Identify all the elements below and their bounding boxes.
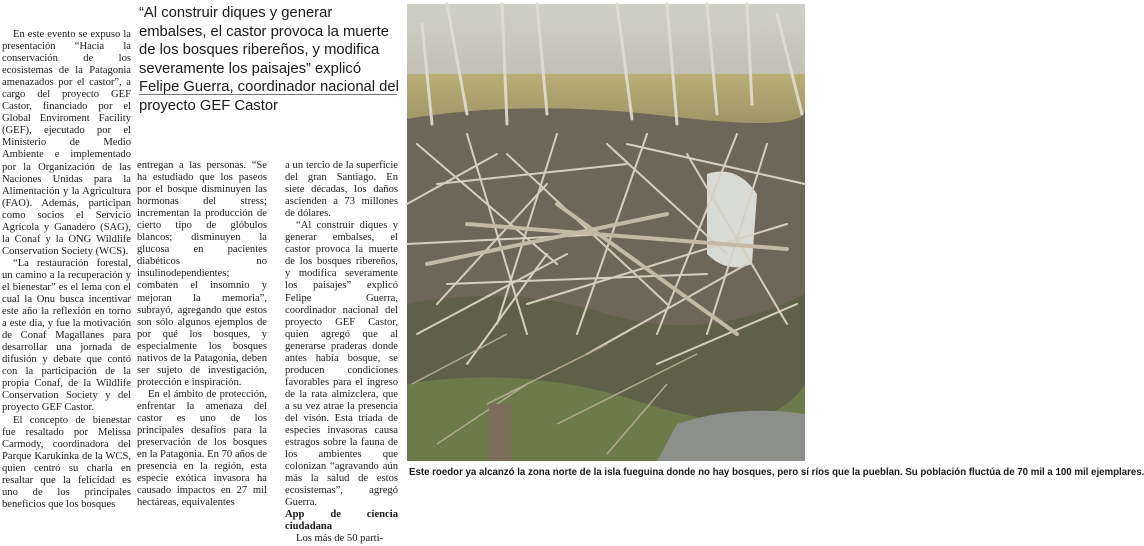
paragraph: Los más de 50 parti-	[296, 533, 384, 545]
paragraph: En el ámbito de protección, enfrentar la amenaza del castor es uno de los principales desafíos para la preservación de los bosques en la Patagonia. En 70 años de presencia en la región, esta especie exótica invasora ha causado impactos en 27 mil hectáreas, equivalentes	[137, 388, 267, 509]
beaver-dam-photo	[407, 4, 805, 461]
subheading: App de ciencia ciudadana	[285, 509, 398, 533]
photo-caption: Este roedor ya alcanzó la zona norte de la isla fueguina donde no hay bosques, pero sí ríos que la pueblan. Su población fluctúa de 70 mil a 100 mil ejemplares.	[409, 467, 1144, 478]
paragraph: a un tercio de la superficie del gran Santiago. En siete décadas, los daños ascienden a 73 millones de dólares.	[285, 160, 398, 220]
paragraph: entregan a las personas. “Se ha estudiado que los paseos por el bosque disminuyen las hormonas del stress; incrementan la producción de cierto tipo de glóbulos blancos; disminuyen la glucosa en pacientes diabéticos no insulinodependientes; combaten el insomnio y mejoran la memoria”, subrayó, agregando que estos son sólo algunos ejemplos de por qué los bosques, y especialmente los bosques nativos de la Patagonia, deben ser sujeto de investigación, protección e inspiración.	[137, 160, 267, 388]
pull-quote: “Al construir diques y generar embalses, el castor provoca la muerte de los bosques ribereños, y modifica severamente los paisajes” explicó Felipe Guerra, coordinador nacional del proyecto GEF Castor	[139, 5, 399, 114]
article-column-1	[2, 29, 131, 511]
paragraph: El concepto de bienestar fue resaltado por Melissa Carmody, coordinadora del Parque Karukinka de la WCS, quien centró su charla en resaltar que la felicidad es uno de los principales beneficios que los bosques	[2, 414, 131, 510]
paragraph: “Al construir diques y generar embalses, el castor provoca la muerte de los bosques ribereños, y modifica severamente los paisajes” explicó Felipe Guerra, coordinador nacional del proyecto GEF Castor, quien agregó que al generarse praderas donde antes había bosque, se producen condiciones favorables para el ingreso de la rata almizclera, que a su vez atrae la presencia del visón. Esta tríada de especies invasoras causa estragos sobre la fauna de los ambientes que colonizan “agravando aún más la salud de estos ecosistemas”, agregó Guerra.	[285, 220, 398, 509]
paragraph: “La restauración forestal, un camino a la recuperación y el bienestar” es el lema con el cual la Onu busca incentivar este año la reflexión en torno a este día, y fue la motivación de Conaf Magallanes para desarrollar una jornada de difusión y debate que contó con la participación de la propia Conaf, de la Wildlife Conservation Society y del proyecto GEF Castor.	[2, 257, 131, 414]
article-column-3	[285, 160, 398, 546]
article-column-2	[137, 160, 267, 509]
divider	[139, 94, 397, 95]
paragraph: En este evento se expuso la presentación “Hacia la conservación de los ecosistemas de la Patagonia amenazados por el castor”, a cargo del proyecto GEF Castor, financiado por el Global Enviroment Facility (GEF), ejecutado por el Ministerio de Medio Ambiente e implementado por la Organización de las Naciones Unidas para la Alimentación y la Agricultura (FAO). Además, participan como socios el Servicio Agrícola y Ganadero (SAG), la Conaf y la ONG Wildlife Conservation Society (WCS).	[2, 29, 131, 257]
